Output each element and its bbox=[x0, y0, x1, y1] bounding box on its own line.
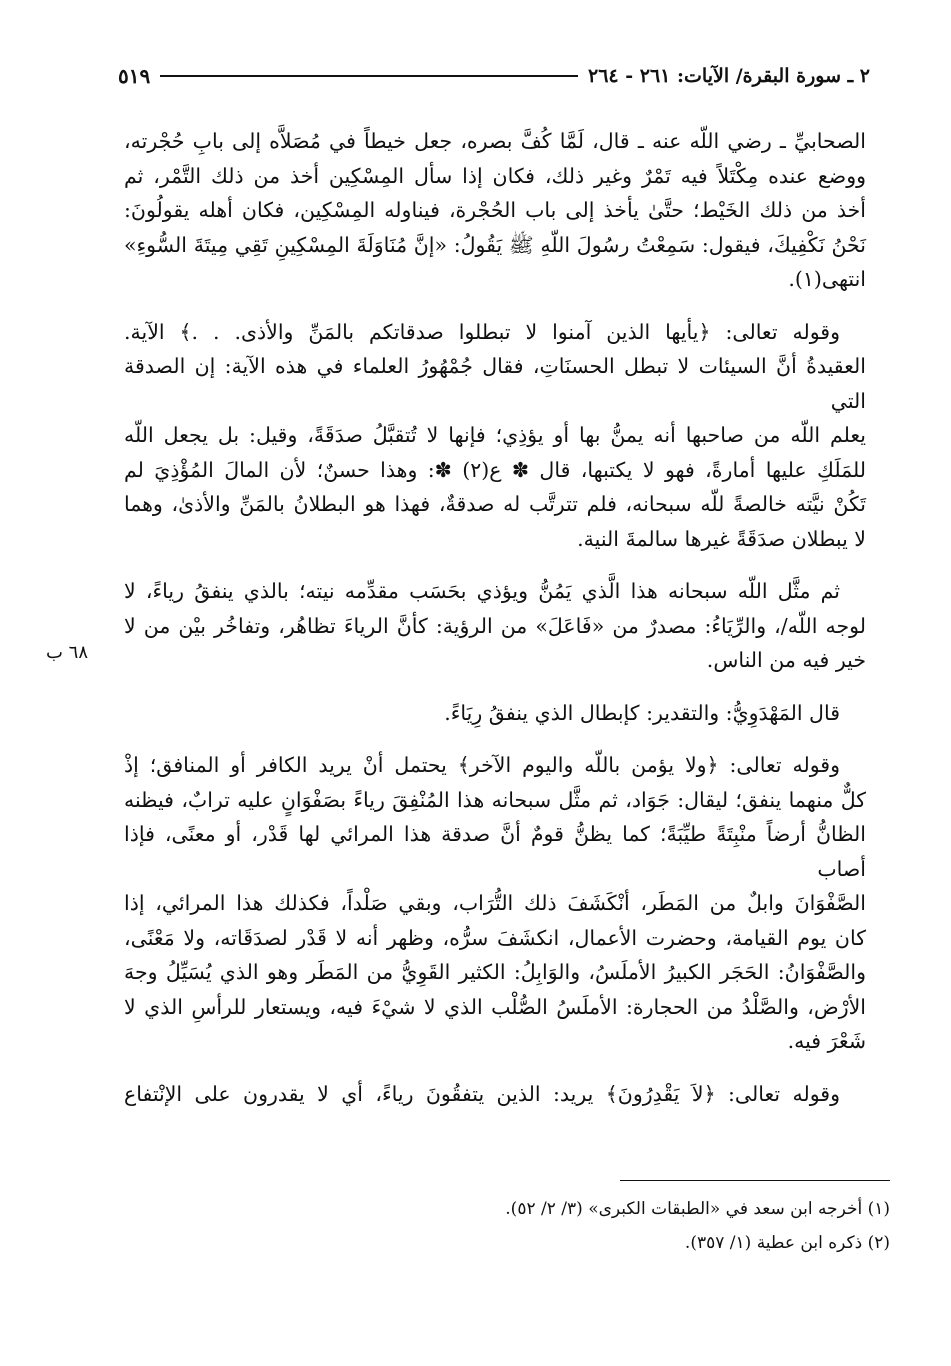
text-line: ثم مثَّل اللّه سبحانه هذا الَّذي يَمُنُّ ويؤذي بحَسَب مقدِّمه نيته؛ بالذي ينفقُ رياءً، لا bbox=[124, 579, 840, 603]
text-line: يعلم اللّه من صاحبها أنه يمنُّ بها أو يؤذِي؛ فإنها لا تُتقبَّلُ صدَقَةً، وقيل: بل يجعل اللّه bbox=[124, 423, 866, 447]
text-line: أخذ من ذلك الخَيْط؛ حتَّىٰ يأخذ إلى باب الحُجْرة، فيناوله المِسْكِين، فكان أهله يقولُونَ: bbox=[124, 198, 866, 222]
header-rule bbox=[160, 75, 578, 77]
running-header bbox=[118, 60, 870, 92]
paragraph-4 bbox=[124, 696, 866, 731]
paragraph-3 bbox=[124, 574, 866, 678]
text-line: وقوله تعالى: ﴿ولا يؤمن باللّه واليوم الآخر﴾ يحتمل أنْ يريد الكافر أو المنافق؛ إذْ bbox=[124, 753, 840, 777]
text-line: انتهى(١). bbox=[788, 267, 866, 291]
text-line: والصَّفْوَانُ: الحَجَر الكبيرُ الأملَسُ، والوَابِلُ: الكثير القَوِيُّ من المَطَر وهو الذي يُسَيِّلُ وجهَ bbox=[124, 960, 866, 984]
paragraph-5 bbox=[124, 748, 866, 1059]
text-line: تَكُنْ نيَّته خالصةً للّه سبحانه، فلم تترتَّب له صدقةٌ، فهذا هو البطلانُ بالمَنِّ والأذىٰ، وهما bbox=[124, 492, 866, 516]
text-line: لا يبطلان صدَقَةً غيرها سالمةَ النية. bbox=[577, 526, 866, 551]
paragraph-6 bbox=[124, 1077, 866, 1112]
text-line: للمَلَكِ عليها أمارةً، فهو لا يكتبها، قال ✽ ع(٢) ✽: وهذا حسنٌ؛ لأن المالَ المُؤْذِيَ لم bbox=[124, 457, 866, 482]
text-line: وقوله تعالى: ﴿يأيها الذين آمنوا لا تبطلوا صدقاتكم بالمَنِّ والأذى. . .﴾ الآية. bbox=[124, 319, 840, 344]
text-line: الأرْض، والصَّلْدُ من الحجارة: الأملَسُ الصُّلْب الذي لا شيْءَ فيه، ويستعار للرأسِ الذي لا bbox=[124, 994, 866, 1019]
footnote-2: (٢) ذكره ابن عطية (١/ ٣٥٧). bbox=[684, 1233, 890, 1253]
footnote-1: (١) أخرجه ابن سعد في «الطبقات الكبرى» (٣/ ٢/ ٥٢). bbox=[505, 1199, 890, 1219]
paragraph-1 bbox=[124, 124, 866, 297]
text-line: ووضع عنده مِكْتَلاً فيه تَمْرٌ وغير ذلك، فكان إذا سأل المِسْكِين أخذ من ذلك التَّمْر، ثم bbox=[124, 163, 866, 188]
footnote-rule bbox=[620, 1180, 890, 1181]
text-line: الظانُّ أرضاً منْبِتَةً طيِّبَةً؛ كما يظنُّ قومٌ أنَّ صدقة هذا المرائي لها قَدْر، أو معنًى، فإذا أصاب bbox=[124, 822, 866, 881]
text-line: الصَّفْوَانَ وابلٌ من المَطَر، أنْكَشَفَ ذلك التُّرَاب، وبقي صَلْداً، فكذلك هذا المرائي، إذا bbox=[124, 891, 866, 915]
text-line: كلٌّ منهما ينفق؛ ليقال: جَوَاد، ثم مثَّل سبحانه هذا المُنْفِقَ رياءً بصَفْوَانٍ عليه ترابٌ، فيظنه bbox=[124, 787, 866, 812]
footnotes bbox=[300, 1192, 890, 1260]
text-line: الصحابيِّ ـ رضي اللّه عنه ـ قال، لَمَّا كُفَّ بصره، جعل خيطاً في مُصَلاَّه إلى بابِ حُجْرته، bbox=[124, 129, 866, 153]
page-number: ٥١٩ bbox=[118, 64, 151, 88]
running-title: ٢ ـ سورة البقرة/ الآيات: ٢٦١ - ٢٦٤ bbox=[588, 65, 870, 87]
text-line: كان يوم القيامة، وحضرت الأعمال، انكشَفَ سرُّه، وظهر أنه لا قَدْر لصدَقَاته، ولا مَعْنًى، bbox=[124, 925, 866, 950]
text-line: قال المَهْدَوِيُّ: والتقدير: كإبطال الذي ينفقُ رِيَاءً. bbox=[444, 700, 840, 725]
paragraph-2 bbox=[124, 315, 866, 557]
text-line: خير فيه من الناس. bbox=[706, 648, 866, 672]
text-line: العقيدةُ أنَّ السيئات لا تبطل الحسنَاتِ، فقال جُمْهُورُ العلماء في هذه الآية: إن الصدقة التي bbox=[124, 354, 866, 413]
text-line: وقوله تعالى: ﴿لاَ يَقْدِرُونَ﴾ يريد: الذين يتفقُونَ رياءً، أي لا يقدرون على الإنْتفاع bbox=[124, 1081, 840, 1106]
text-line: شَعْرَ فيه. bbox=[787, 1029, 866, 1053]
margin-note: ٦٨ ب bbox=[46, 642, 89, 663]
text-line: لوجه اللّه/، والرِّيَاءُ: مصدرٌ من «فَاعَلَ» من الرؤية: كأنَّ الرياءَ تظاهُر، وتفاخُر بيْن من لا bbox=[124, 613, 866, 638]
body-text bbox=[124, 124, 866, 1129]
text-line: نَحْنُ نَكْفِيكَ، فيقول: سَمِعْتُ رسُولَ اللّهِ ﷺ يَقُولُ: «إنَّ مُنَاوَلَةَ المِسْكِينِ تَقِي مِيتَةَ السُّوءِ» bbox=[124, 232, 866, 257]
